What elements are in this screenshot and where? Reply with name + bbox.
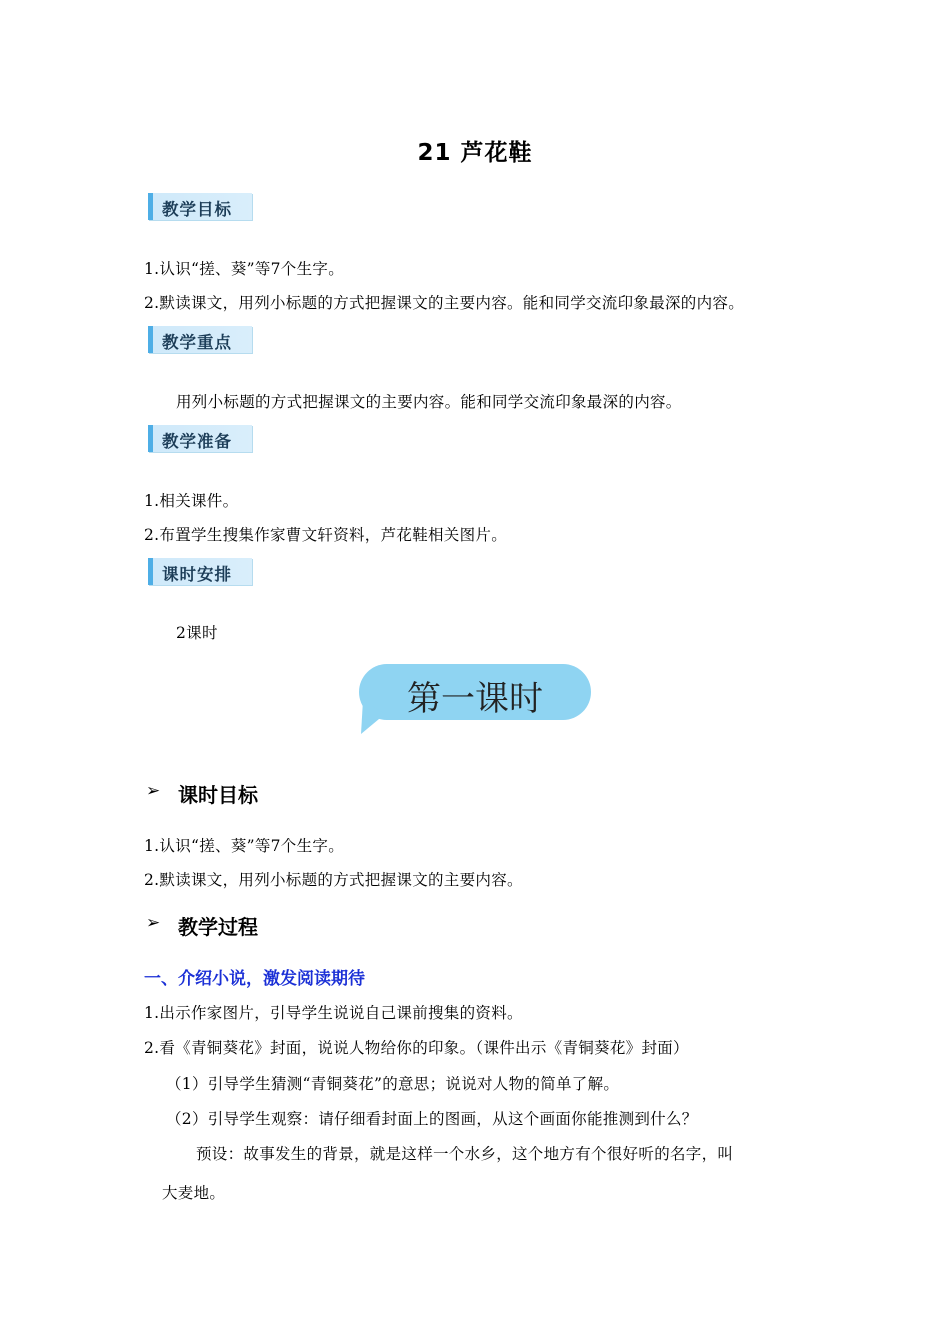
process-heading: 教学过程 (178, 915, 258, 939)
process-line: （1）引导学生猜测“青铜葵花”的意思；说说对人物的简单了解。 (166, 1075, 620, 1093)
section-tag-focus (148, 326, 252, 353)
goal-item: 1.认识“搓、葵”等7个生字。 (144, 260, 344, 278)
process-line: （2）引导学生观察：请仔细看封面上的图画，从这个画面你能推测到什么？ (166, 1110, 698, 1128)
section-tag-label: 教学准备 (162, 432, 232, 451)
section-tag-label: 教学重点 (162, 333, 232, 352)
section-tag-label: 教学目标 (162, 200, 232, 219)
schedule-text: 2课时 (176, 624, 218, 642)
arrowhead-bullet-icon: ➢ (146, 913, 161, 933)
lesson-goals-heading: 课时目标 (178, 783, 258, 807)
step-title: 一、介绍小说，激发阅读期待 (144, 969, 365, 989)
process-line: 1.出示作家图片，引导学生说说自己课前搜集的资料。 (144, 1004, 523, 1022)
page-title: 21 芦花鞋 (417, 140, 533, 166)
arrowhead-bullet-icon: ➢ (146, 781, 161, 801)
prep-item: 1.相关课件。 (144, 492, 239, 510)
goal-item: 2.默读课文，用列小标题的方式把握课文的主要内容。能和同学交流印象最深的内容。 (144, 294, 744, 312)
lesson-goal-item: 1.认识“搓、葵”等7个生字。 (144, 837, 344, 855)
process-line: 预设：故事发生的背景，就是这样一个水乡，这个地方有个很好听的名字，叫 (196, 1145, 734, 1163)
section-tag-goals (148, 193, 252, 220)
process-line: 大麦地。 (162, 1184, 226, 1202)
lesson-banner-label: 第一课时 (407, 679, 543, 719)
prep-item: 2.布置学生搜集作家曹文轩资料，芦花鞋相关图片。 (144, 526, 507, 544)
section-tag-label: 课时安排 (162, 565, 232, 584)
focus-text: 用列小标题的方式把握课文的主要内容。能和同学交流印象最深的内容。 (176, 393, 682, 411)
process-line: 2.看《青铜葵花》封面，说说人物给你的印象。（课件出示《青铜葵花》封面） (144, 1039, 689, 1057)
lesson-goal-item: 2.默读课文，用列小标题的方式把握课文的主要内容。 (144, 871, 523, 889)
section-tag-schedule (148, 558, 252, 585)
section-tag-prep (148, 425, 252, 452)
